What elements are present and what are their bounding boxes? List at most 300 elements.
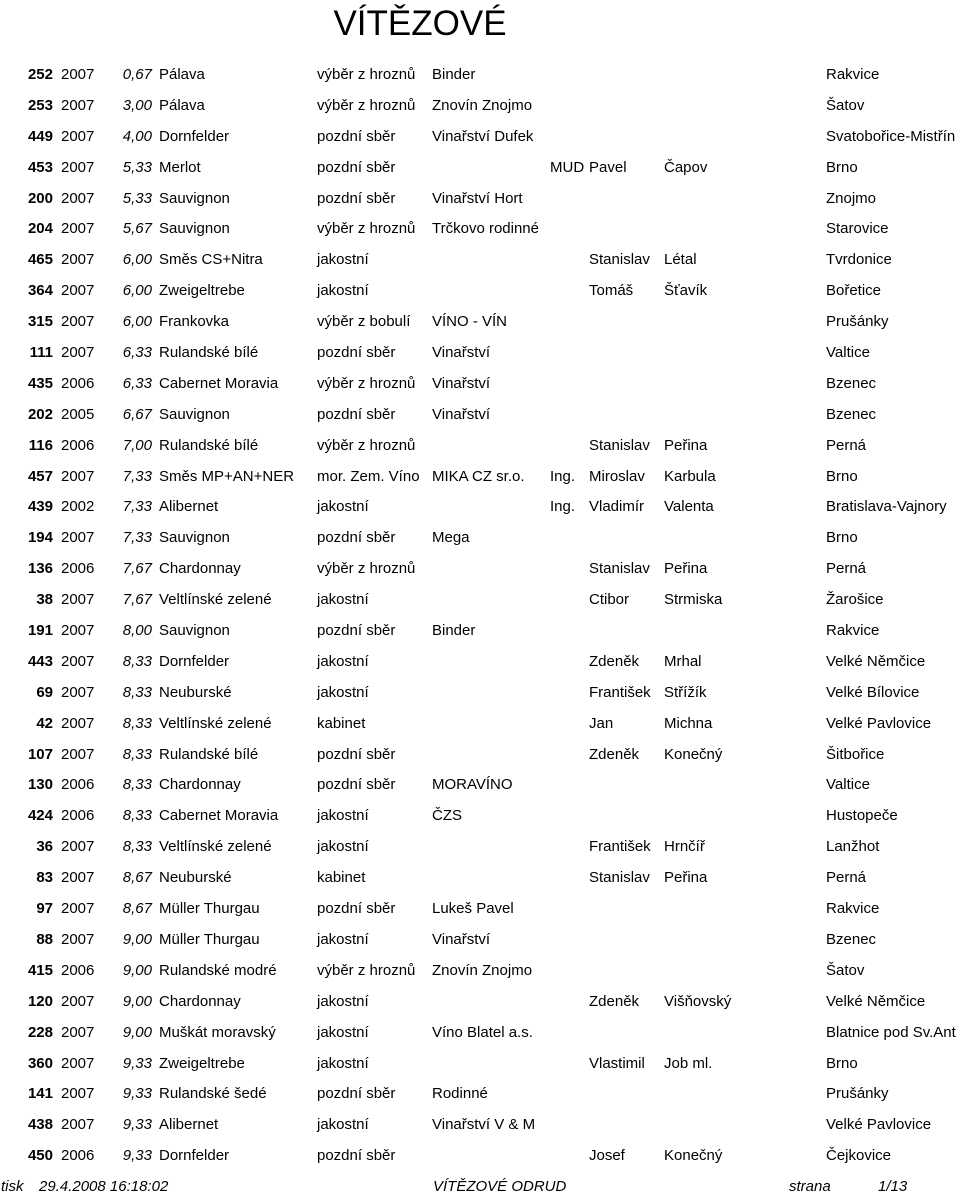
town: Prušánky bbox=[826, 313, 889, 331]
table-row bbox=[0, 925, 960, 956]
town: Velké Němčice bbox=[826, 992, 926, 1010]
score: 6,67 bbox=[122, 405, 152, 423]
last-name: Konečný bbox=[664, 1147, 723, 1165]
wine-variety: Rulandské šedé bbox=[159, 1085, 267, 1103]
table-row bbox=[0, 523, 960, 554]
entry-number: 191 bbox=[27, 622, 53, 640]
wine-category: jakostní bbox=[317, 683, 369, 701]
town: Tvrdonice bbox=[826, 251, 892, 269]
vintage-year: 2007 bbox=[61, 251, 95, 269]
last-name: Michna bbox=[664, 714, 713, 732]
wine-category: pozdní sběr bbox=[317, 529, 396, 547]
producer: Znovín Znojmo bbox=[432, 96, 533, 114]
wine-variety: Chardonnay bbox=[159, 992, 241, 1010]
table-row bbox=[0, 307, 960, 338]
entry-number: 315 bbox=[27, 313, 53, 331]
first-name: Stanislav bbox=[589, 251, 650, 269]
wine-variety: Veltlínské zelené bbox=[159, 714, 272, 732]
table-row bbox=[0, 894, 960, 925]
entry-number: 204 bbox=[27, 220, 53, 238]
wine-variety: Alibernet bbox=[159, 498, 219, 516]
producer: ČZS bbox=[432, 807, 462, 825]
vintage-year: 2007 bbox=[61, 96, 95, 114]
town: Prušánky bbox=[826, 1085, 889, 1103]
town: Valtice bbox=[826, 776, 870, 794]
page-title: VÍTĚZOVÉ bbox=[333, 4, 507, 43]
entry-number: 364 bbox=[27, 282, 53, 300]
wine-variety: Müller Thurgau bbox=[159, 900, 260, 918]
wine-variety: Müller Thurgau bbox=[159, 930, 260, 948]
score: 9,33 bbox=[122, 1147, 152, 1165]
entry-number: 120 bbox=[27, 992, 53, 1010]
table-row bbox=[0, 184, 960, 215]
town: Blatnice pod Sv.Ant bbox=[826, 1023, 956, 1041]
entry-number: 424 bbox=[27, 807, 53, 825]
town: Čejkovice bbox=[826, 1147, 892, 1165]
wine-category: pozdní sběr bbox=[317, 189, 396, 207]
score: 9,00 bbox=[122, 1023, 152, 1041]
score: 9,00 bbox=[122, 961, 152, 979]
wine-variety: Rulandské bílé bbox=[159, 745, 259, 763]
town: Bratislava-Vajnory bbox=[826, 498, 947, 516]
town: Hustopeče bbox=[826, 807, 898, 825]
wine-category: jakostní bbox=[317, 807, 369, 825]
producer: Vinařství Dufek bbox=[432, 127, 534, 145]
vintage-year: 2006 bbox=[61, 560, 95, 578]
first-name: Miroslav bbox=[589, 467, 645, 485]
wine-category: kabinet bbox=[317, 714, 366, 732]
town: Lanžhot bbox=[826, 838, 880, 856]
last-name: Karbula bbox=[664, 467, 716, 485]
entry-number: 83 bbox=[36, 869, 53, 887]
entry-number: 252 bbox=[27, 66, 53, 83]
wine-variety: Směs CS+Nitra bbox=[159, 251, 263, 269]
table-row bbox=[0, 1141, 960, 1172]
town: Velké Pavlovice bbox=[826, 1116, 932, 1134]
town: Znojmo bbox=[826, 189, 877, 207]
vintage-year: 2007 bbox=[61, 900, 95, 918]
table-row bbox=[0, 400, 960, 431]
wine-variety: Merlot bbox=[159, 158, 201, 176]
last-name: Peřina bbox=[664, 436, 708, 454]
town: Bořetice bbox=[826, 282, 882, 300]
wine-variety: Rulandské modré bbox=[159, 961, 277, 979]
vintage-year: 2007 bbox=[61, 1116, 95, 1134]
table-row bbox=[0, 1110, 960, 1141]
wine-category: jakostní bbox=[317, 1116, 369, 1134]
entry-number: 438 bbox=[27, 1116, 53, 1134]
town: Velké Pavlovice bbox=[826, 714, 932, 732]
wine-category: pozdní sběr bbox=[317, 344, 396, 362]
last-name: Létal bbox=[664, 251, 697, 269]
wine-variety: Sauvignon bbox=[159, 622, 230, 640]
producer: Vinařství bbox=[432, 930, 491, 948]
producer: Znovín Znojmo bbox=[432, 961, 533, 979]
table-row bbox=[0, 338, 960, 369]
town: Velké Bílovice bbox=[826, 683, 920, 701]
first-name: Zdeněk bbox=[589, 745, 640, 763]
wine-category: jakostní bbox=[317, 992, 369, 1010]
vintage-year: 2007 bbox=[61, 1085, 95, 1103]
wine-category: pozdní sběr bbox=[317, 1147, 396, 1165]
table-row bbox=[0, 709, 960, 740]
town: Rakvice bbox=[826, 900, 880, 918]
score: 5,33 bbox=[122, 189, 152, 207]
vintage-year: 2007 bbox=[61, 992, 95, 1010]
table-row bbox=[0, 91, 960, 122]
vintage-year: 2007 bbox=[61, 66, 95, 83]
score: 6,00 bbox=[122, 282, 152, 300]
vintage-year: 2007 bbox=[61, 313, 95, 331]
wine-category: jakostní bbox=[317, 251, 369, 269]
wine-category: jakostní bbox=[317, 930, 369, 948]
wine-category: výběr z hroznů bbox=[317, 436, 416, 454]
vintage-year: 2006 bbox=[61, 961, 95, 979]
score: 9,33 bbox=[122, 1116, 152, 1134]
first-name: František bbox=[589, 683, 651, 701]
producer: Lukeš Pavel bbox=[432, 900, 514, 918]
entry-number: 130 bbox=[27, 776, 53, 794]
vintage-year: 2007 bbox=[61, 622, 95, 640]
first-name: Tomáš bbox=[589, 282, 634, 300]
town: Valtice bbox=[826, 344, 870, 362]
first-name: Stanislav bbox=[589, 869, 650, 887]
winners-list bbox=[0, 60, 960, 1172]
table-row bbox=[0, 153, 960, 184]
producer: MIKA CZ sr.o. bbox=[432, 467, 525, 485]
vintage-year: 2006 bbox=[61, 374, 95, 392]
footer-page-label: strana bbox=[789, 1178, 831, 1195]
wine-variety: Sauvignon bbox=[159, 220, 230, 238]
wine-category: mor. Zem. Víno bbox=[317, 467, 420, 485]
footer-page-number: 1/13 bbox=[878, 1178, 908, 1195]
table-row bbox=[0, 770, 960, 801]
score: 7,33 bbox=[122, 467, 152, 485]
wine-variety: Rulandské bílé bbox=[159, 436, 259, 454]
town: Brno bbox=[826, 1054, 858, 1072]
wine-category: pozdní sběr bbox=[317, 1085, 396, 1103]
entry-number: 253 bbox=[27, 96, 53, 114]
town: Brno bbox=[826, 158, 858, 176]
footer-report-name: VÍTĚZOVÉ ODRUD bbox=[433, 1178, 567, 1195]
entry-number: 443 bbox=[27, 652, 53, 670]
town: Starovice bbox=[826, 220, 889, 238]
wine-variety: Cabernet Moravia bbox=[159, 374, 279, 392]
wine-category: pozdní sběr bbox=[317, 900, 396, 918]
wine-category: kabinet bbox=[317, 869, 366, 887]
first-name: Pavel bbox=[589, 158, 627, 176]
producer: Trčkovo rodinné bbox=[432, 220, 539, 238]
score: 4,00 bbox=[122, 127, 152, 145]
score: 7,33 bbox=[122, 529, 152, 547]
score: 7,33 bbox=[122, 498, 152, 516]
entry-number: 38 bbox=[36, 591, 53, 609]
first-name: Vlastimil bbox=[589, 1054, 645, 1072]
vintage-year: 2005 bbox=[61, 405, 95, 423]
person-title: MUD bbox=[550, 158, 585, 176]
score: 8,33 bbox=[122, 714, 152, 732]
first-name: Josef bbox=[589, 1147, 625, 1165]
town: Bzenec bbox=[826, 405, 877, 423]
first-name: František bbox=[589, 838, 651, 856]
entry-number: 457 bbox=[27, 467, 53, 485]
entry-number: 111 bbox=[29, 344, 53, 362]
wine-variety: Dornfelder bbox=[159, 127, 230, 145]
town: Velké Němčice bbox=[826, 652, 926, 670]
table-row bbox=[0, 431, 960, 462]
score: 0,67 bbox=[122, 66, 152, 83]
wine-category: výběr z hroznů bbox=[317, 374, 416, 392]
town: Šatov bbox=[826, 96, 865, 114]
first-name: Jan bbox=[589, 714, 614, 732]
table-row bbox=[0, 801, 960, 832]
entry-number: 69 bbox=[36, 683, 53, 701]
vintage-year: 2007 bbox=[61, 158, 95, 176]
wine-category: jakostní bbox=[317, 652, 369, 670]
wine-variety: Pálava bbox=[159, 96, 205, 114]
vintage-year: 2006 bbox=[61, 436, 95, 454]
town: Bzenec bbox=[826, 930, 877, 948]
score: 3,00 bbox=[122, 96, 152, 114]
wine-category: jakostní bbox=[317, 838, 369, 856]
first-name: Vladimír bbox=[589, 498, 645, 516]
entry-number: 435 bbox=[27, 374, 53, 392]
last-name: Šťavík bbox=[664, 282, 708, 300]
entry-number: 202 bbox=[27, 405, 53, 423]
producer: Vinařství bbox=[432, 374, 491, 392]
wine-category: výběr z bobulí bbox=[317, 313, 411, 331]
producer: Víno Blatel a.s. bbox=[432, 1023, 533, 1041]
wine-variety: Pálava bbox=[159, 66, 205, 83]
score: 8,33 bbox=[122, 838, 152, 856]
wine-category: výběr z hroznů bbox=[317, 220, 416, 238]
page-footer bbox=[0, 1178, 960, 1196]
wine-category: pozdní sběr bbox=[317, 127, 396, 145]
table-row bbox=[0, 245, 960, 276]
vintage-year: 2007 bbox=[61, 930, 95, 948]
last-name: Strmiska bbox=[664, 591, 723, 609]
town: Rakvice bbox=[826, 66, 880, 83]
wine-variety: Sauvignon bbox=[159, 405, 230, 423]
score: 5,33 bbox=[122, 158, 152, 176]
producer: Binder bbox=[432, 66, 476, 83]
producer: VÍNO - VÍN bbox=[432, 313, 508, 331]
score: 8,33 bbox=[122, 776, 152, 794]
wine-category: pozdní sběr bbox=[317, 776, 396, 794]
vintage-year: 2007 bbox=[61, 591, 95, 609]
score: 9,00 bbox=[122, 992, 152, 1010]
table-row bbox=[0, 276, 960, 307]
entry-number: 36 bbox=[36, 838, 53, 856]
wine-variety: Cabernet Moravia bbox=[159, 807, 279, 825]
last-name: Valenta bbox=[664, 498, 714, 516]
score: 7,00 bbox=[122, 436, 152, 454]
score: 5,67 bbox=[122, 220, 152, 238]
entry-number: 194 bbox=[27, 529, 53, 547]
entry-number: 136 bbox=[27, 560, 53, 578]
score: 6,33 bbox=[122, 344, 152, 362]
table-row bbox=[0, 554, 960, 585]
wine-category: jakostní bbox=[317, 498, 369, 516]
entry-number: 200 bbox=[27, 189, 53, 207]
vintage-year: 2007 bbox=[61, 745, 95, 763]
table-row bbox=[0, 647, 960, 678]
wine-variety: Zweigeltrebe bbox=[159, 1054, 245, 1072]
entry-number: 450 bbox=[27, 1147, 53, 1165]
table-row bbox=[0, 616, 960, 647]
last-name: Job ml. bbox=[664, 1054, 713, 1072]
vintage-year: 2006 bbox=[61, 1147, 95, 1165]
producer: MORAVÍNO bbox=[432, 776, 513, 794]
score: 8,67 bbox=[122, 869, 152, 887]
wine-category: jakostní bbox=[317, 591, 369, 609]
wine-category: výběr z hroznů bbox=[317, 66, 416, 83]
wine-variety: Rulandské bílé bbox=[159, 344, 259, 362]
vintage-year: 2007 bbox=[61, 344, 95, 362]
vintage-year: 2007 bbox=[61, 189, 95, 207]
entry-number: 415 bbox=[27, 961, 53, 979]
vintage-year: 2006 bbox=[61, 776, 95, 794]
entry-number: 360 bbox=[27, 1054, 53, 1072]
entry-number: 465 bbox=[27, 251, 53, 269]
score: 8,33 bbox=[122, 683, 152, 701]
town: Šitbořice bbox=[826, 745, 885, 763]
table-row bbox=[0, 214, 960, 245]
town: Šatov bbox=[826, 961, 865, 979]
footer-print-label: tisk bbox=[1, 1178, 24, 1195]
vintage-year: 2002 bbox=[61, 498, 95, 516]
table-row bbox=[0, 740, 960, 771]
last-name: Peřina bbox=[664, 869, 708, 887]
first-name: Zdeněk bbox=[589, 992, 640, 1010]
vintage-year: 2007 bbox=[61, 1023, 95, 1041]
producer: Vinařství bbox=[432, 344, 491, 362]
vintage-year: 2007 bbox=[61, 467, 95, 485]
table-row bbox=[0, 956, 960, 987]
producer: Vinařství Hort bbox=[432, 189, 523, 207]
wine-variety: Veltlínské zelené bbox=[159, 591, 272, 609]
producer: Mega bbox=[432, 529, 470, 547]
vintage-year: 2007 bbox=[61, 838, 95, 856]
score: 7,67 bbox=[122, 560, 152, 578]
town: Brno bbox=[826, 467, 858, 485]
table-row bbox=[0, 987, 960, 1018]
wine-variety: Sauvignon bbox=[159, 189, 230, 207]
entry-number: 141 bbox=[27, 1085, 53, 1103]
wine-category: jakostní bbox=[317, 1054, 369, 1072]
last-name: Višňovský bbox=[664, 992, 732, 1010]
wine-variety: Chardonnay bbox=[159, 776, 241, 794]
last-name: Konečný bbox=[664, 745, 723, 763]
last-name: Střížík bbox=[664, 683, 707, 701]
score: 8,00 bbox=[122, 622, 152, 640]
vintage-year: 2006 bbox=[61, 807, 95, 825]
producer: Vinařství V & M bbox=[432, 1116, 536, 1134]
town: Perná bbox=[826, 560, 867, 578]
last-name: Hrnčíř bbox=[664, 838, 705, 856]
first-name: Zdeněk bbox=[589, 652, 640, 670]
vintage-year: 2007 bbox=[61, 652, 95, 670]
footer-print-date: 29.4.2008 16:18:02 bbox=[39, 1178, 169, 1195]
score: 8,33 bbox=[122, 652, 152, 670]
entry-number: 449 bbox=[27, 127, 53, 145]
wine-variety: Alibernet bbox=[159, 1116, 219, 1134]
table-row bbox=[0, 1049, 960, 1080]
wine-variety: Sauvignon bbox=[159, 529, 230, 547]
table-row bbox=[0, 122, 960, 153]
entry-number: 228 bbox=[27, 1023, 53, 1041]
table-row bbox=[0, 1018, 960, 1049]
wine-category: výběr z hroznů bbox=[317, 96, 416, 114]
wine-variety: Zweigeltrebe bbox=[159, 282, 245, 300]
town: Bzenec bbox=[826, 374, 877, 392]
table-row bbox=[0, 60, 960, 91]
town: Žarošice bbox=[826, 591, 884, 609]
wine-category: výběr z hroznů bbox=[317, 961, 416, 979]
wine-variety: Dornfelder bbox=[159, 652, 230, 670]
vintage-year: 2007 bbox=[61, 127, 95, 145]
wine-variety: Frankovka bbox=[159, 313, 230, 331]
first-name: Ctibor bbox=[589, 591, 630, 609]
vintage-year: 2007 bbox=[61, 683, 95, 701]
wine-category: jakostní bbox=[317, 1023, 369, 1041]
wine-category: jakostní bbox=[317, 282, 369, 300]
vintage-year: 2007 bbox=[61, 282, 95, 300]
last-name: Čapov bbox=[664, 158, 708, 176]
wine-variety: Muškát moravský bbox=[159, 1023, 276, 1041]
first-name: Stanislav bbox=[589, 560, 650, 578]
town: Rakvice bbox=[826, 622, 880, 640]
town: Perná bbox=[826, 436, 867, 454]
entry-number: 439 bbox=[27, 498, 53, 516]
entry-number: 42 bbox=[36, 714, 53, 732]
wine-category: pozdní sběr bbox=[317, 158, 396, 176]
town: Brno bbox=[826, 529, 858, 547]
table-row bbox=[0, 832, 960, 863]
score: 8,67 bbox=[122, 900, 152, 918]
wine-category: výběr z hroznů bbox=[317, 560, 416, 578]
table-row bbox=[0, 585, 960, 616]
score: 6,33 bbox=[122, 374, 152, 392]
vintage-year: 2007 bbox=[61, 529, 95, 547]
vintage-year: 2007 bbox=[61, 714, 95, 732]
wine-variety: Směs MP+AN+NER bbox=[159, 467, 295, 485]
score: 9,00 bbox=[122, 930, 152, 948]
table-row bbox=[0, 1079, 960, 1110]
wine-variety: Neuburské bbox=[159, 869, 232, 887]
vintage-year: 2007 bbox=[61, 1054, 95, 1072]
wine-category: pozdní sběr bbox=[317, 745, 396, 763]
producer: Vinařství bbox=[432, 405, 491, 423]
wine-category: pozdní sběr bbox=[317, 622, 396, 640]
wine-category: pozdní sběr bbox=[317, 405, 396, 423]
score: 9,33 bbox=[122, 1085, 152, 1103]
entry-number: 88 bbox=[36, 930, 53, 948]
first-name: Stanislav bbox=[589, 436, 650, 454]
producer: Rodinné bbox=[432, 1085, 488, 1103]
score: 7,67 bbox=[122, 591, 152, 609]
table-row bbox=[0, 462, 960, 493]
score: 6,00 bbox=[122, 313, 152, 331]
entry-number: 453 bbox=[27, 158, 53, 176]
town: Svatobořice-Mistřín bbox=[826, 127, 956, 145]
wine-variety: Neuburské bbox=[159, 683, 232, 701]
wine-variety: Chardonnay bbox=[159, 560, 241, 578]
person-title: Ing. bbox=[550, 467, 576, 485]
wine-variety: Dornfelder bbox=[159, 1147, 230, 1165]
score: 8,33 bbox=[122, 807, 152, 825]
town: Perná bbox=[826, 869, 867, 887]
